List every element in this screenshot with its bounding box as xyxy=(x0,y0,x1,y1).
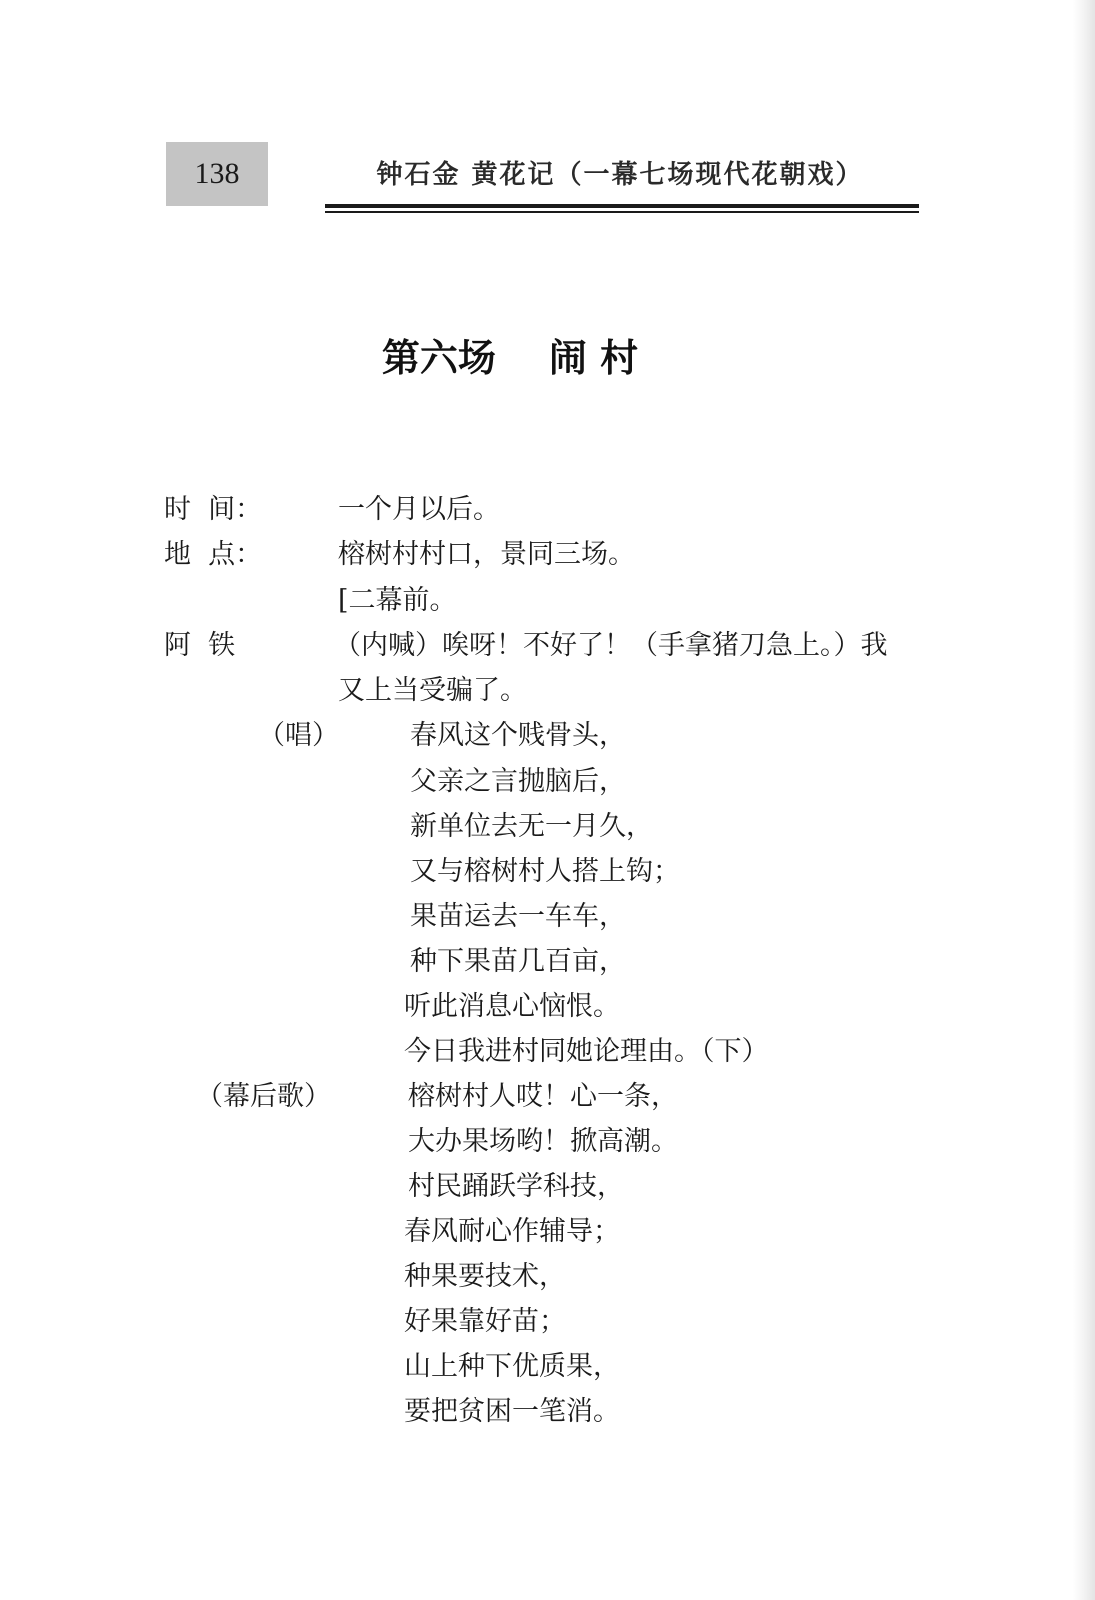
dialogue-line: 又上当受骗了。 xyxy=(338,675,527,706)
song-line: 春风这个贱骨头， xyxy=(410,720,626,751)
song-line: 种下果苗几百亩， xyxy=(410,946,626,977)
offstage-song-line: 春风耐心作辅导； xyxy=(404,1216,620,1247)
place-value: 榕树村村口，景同三场。 xyxy=(338,539,635,570)
time-value: 一个月以后。 xyxy=(338,494,500,525)
offstage-song-label: （幕后歌） xyxy=(196,1081,331,1112)
song-line: 新单位去无一月久， xyxy=(410,811,653,842)
page-number: 138 xyxy=(166,142,268,206)
song-line: 父亲之言抛脑后， xyxy=(410,766,626,797)
song-line: 又与榕树村人搭上钩； xyxy=(410,856,680,887)
offstage-song-line: 村民踊跃学科技， xyxy=(408,1171,624,1202)
offstage-song-line: 榕树村人哎！心一条， xyxy=(408,1081,678,1112)
scene-title: 第六场 闹 村 xyxy=(381,335,639,380)
speaker-name: 阿 铁 xyxy=(164,630,236,661)
scan-edge xyxy=(1073,0,1095,1600)
dialogue-line: （内喊）唉呀！不好了！（手拿猪刀急上。）我 xyxy=(334,630,888,661)
offstage-song-line: 要把贫困一笔消。 xyxy=(404,1396,620,1427)
offstage-song-line: 山上种下优质果， xyxy=(404,1351,620,1382)
offstage-song-line: 大办果场哟！掀高潮。 xyxy=(408,1126,678,1157)
offstage-song-line: 好果靠好苗； xyxy=(404,1306,566,1337)
song-line: 听此消息心恼恨。 xyxy=(404,991,620,1022)
song-label: （唱） xyxy=(258,720,339,751)
running-header: 钟石金 黄花记（一幕七场现代花朝戏） xyxy=(376,159,864,190)
offstage-song-line: 种果要技术， xyxy=(404,1261,566,1292)
stage-direction: [二幕前。 xyxy=(338,585,457,616)
header-rule-thick xyxy=(325,204,919,208)
header-rule-thin xyxy=(325,211,919,213)
song-line: 果苗运去一车车， xyxy=(410,901,626,932)
place-label: 地 点： xyxy=(164,539,263,570)
time-label: 时 间： xyxy=(164,494,263,525)
song-line: 今日我进村同她论理由。（下） xyxy=(404,1036,769,1067)
